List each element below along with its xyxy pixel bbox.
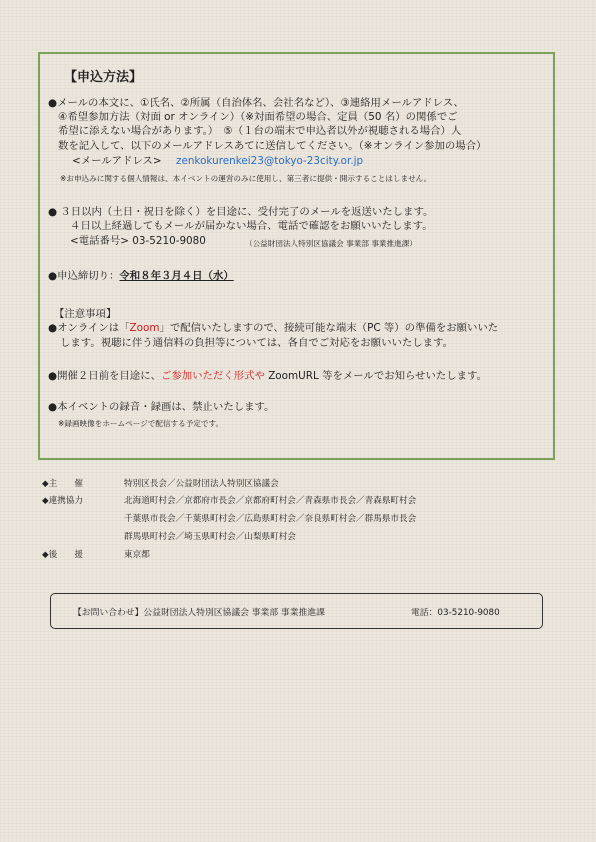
item1-line2: ④希望参加方法（対面 or オンライン）（※対面希望の場合、定員（50 名）の関係でご [58, 111, 458, 123]
note2 [48, 370, 487, 383]
zoom-text: Zoom [129, 322, 160, 334]
section-heading: 【申込方法】 [64, 70, 143, 85]
note1-post: 」で配信いたしますので、接続可能な端末（PC 等）の準備をお願いいた [159, 322, 499, 334]
item1-line1: ●メールの本文に、①氏名、②所属（自治体名、会社名など）、③連絡用メールアドレス、 [48, 97, 464, 109]
notes-heading: 【注意事項】 [54, 308, 117, 320]
host-label: ◆主 催 [42, 479, 83, 489]
email-label: <メールアドレス> [72, 155, 162, 167]
privacy-note: ※お申込みに関する個人情報は、本イベントの運営のみに使用し、第三者に提供・開示することはしません。 [60, 174, 432, 183]
note2-red: ご参加いただく形式や [160, 370, 265, 382]
application-method-box [38, 52, 555, 460]
contact-box [50, 593, 543, 629]
item1-line4: 数を記入して、以下のメールアドレスあてに送信してください。（※オンライン参加の場合） [58, 140, 487, 152]
contact-phone: 電話：03-5210-9080 [411, 608, 500, 618]
item2-line1: ● ３日以内（土日・祝日を除く）を目途に、受付完了のメールを返送いたします。 [48, 206, 434, 218]
note1-pre: ●オンラインは「 [48, 322, 130, 334]
item1-line3: 希望に添えない場合があります。） ⑤（１台の端末で申込者以外が視聴される場合）人 [58, 125, 462, 137]
note1-line1 [48, 322, 498, 335]
note3: ●本イベントの録音・録画は、禁止いたします。 [48, 401, 275, 413]
contact-text: 【お問い合わせ】公益財団法人特別区協議会 事業部 事業推進課 [73, 608, 325, 618]
coop-line2: 千葉県市長会／千葉県町村会／広島県町村会／奈良県町村会／群馬県市長会 [124, 514, 417, 524]
coop-line3: 群馬県町村会／埼玉県町村会／山梨県町村会 [124, 532, 296, 542]
support-label: ◆後 援 [42, 550, 83, 560]
note2-post: ZoomURL 等をメールでお知らせいたします。 [264, 370, 487, 382]
item2-line2: ４日以上経過してもメールが届かない場合、電話で確認をお願いいたします。 [70, 220, 433, 232]
note2-pre: ●開催２日前を目途に、 [48, 370, 161, 382]
support-value: 東京都 [124, 550, 150, 560]
deadline-label: ●申込締切り： [48, 270, 120, 282]
note3-sub: ※録画映像をホームページで配信する予定です。 [58, 419, 224, 428]
phone-org: （公益財団法人特別区協議会 事業部 事業推進課） [245, 239, 417, 248]
coop-label: ◆連携協力 [42, 496, 83, 506]
deadline-row [48, 270, 234, 283]
email-address[interactable]: zenkokurenkei23@tokyo-23city.or.jp [176, 155, 364, 167]
note1-line2: します。視聴に伴う通信料の負担等については、各自でご対応をお願いいたします。 [60, 337, 453, 349]
phone-label: <電話番号> 03-5210-9080 [70, 235, 206, 247]
coop-line1: 北海道町村会／京都府市長会／京都府町村会／青森県市長会／青森県町村会 [124, 496, 417, 506]
host-value: 特別区長会／公益財団法人特別区協議会 [124, 479, 279, 489]
deadline-date: 令和８年３月４日（水） [119, 270, 234, 282]
